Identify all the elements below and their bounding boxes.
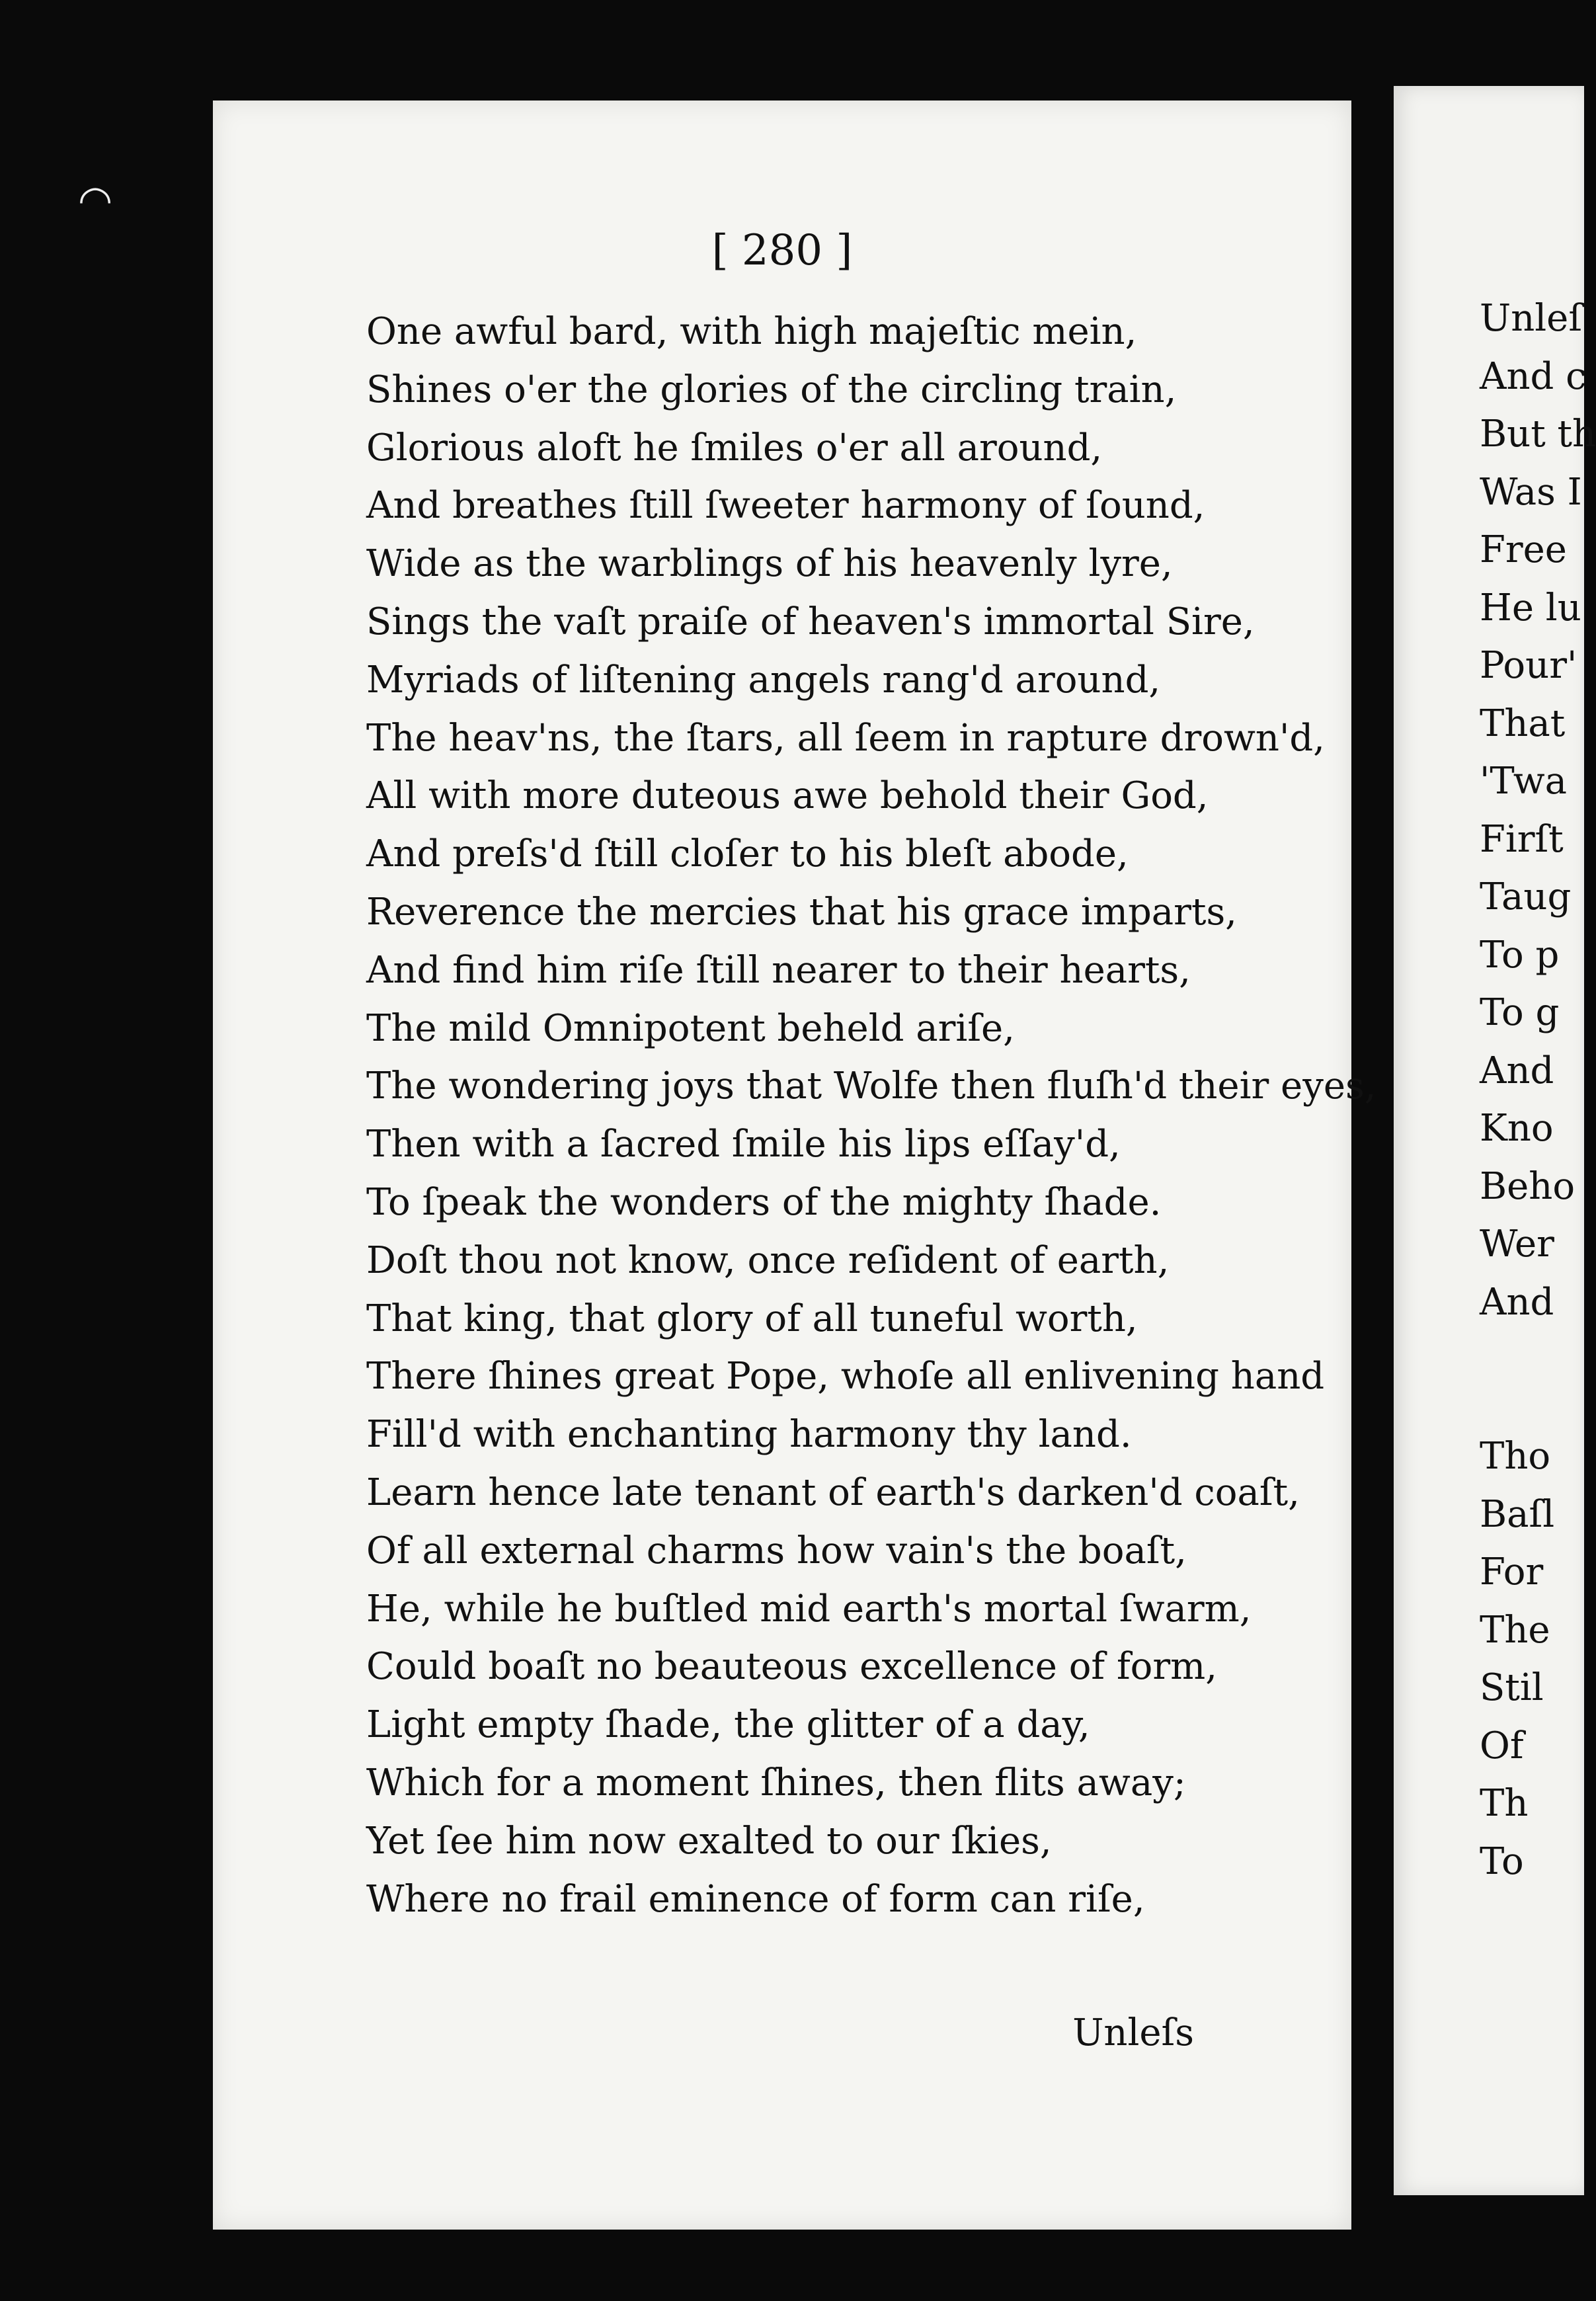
poem-line: Reverence the mercies that his grace imparts, bbox=[366, 890, 1237, 934]
poem-line: Which for a moment ſhines, then flits away; bbox=[366, 1761, 1186, 1804]
poem-line: Shines o'er the glories of the circling train, bbox=[366, 368, 1177, 411]
right-page-line: Kno bbox=[1480, 1107, 1554, 1150]
catchword: Unleſs bbox=[1072, 2011, 1194, 2054]
right-page-line: Baſl bbox=[1480, 1492, 1555, 1536]
page-number: [ 280 ] bbox=[711, 226, 853, 275]
stanza-gap bbox=[1480, 1331, 1596, 1428]
poem-line: And breathes ſtill ſweeter harmony of ſound, bbox=[366, 484, 1205, 528]
right-page-line: And bbox=[1480, 1049, 1554, 1092]
poem-line: Light empty ſhade, the glitter of a day, bbox=[366, 1703, 1090, 1747]
poem-line: He, while he buſtled mid earth's mortal ſwarm, bbox=[366, 1587, 1252, 1631]
right-page-line: Was I bbox=[1480, 470, 1582, 514]
right-page-line: The bbox=[1480, 1608, 1550, 1652]
poem-line: Yet ſee him now exalted to our ſkies, bbox=[366, 1819, 1052, 1863]
poem-line: To ſpeak the wonders of the mighty ſhade. bbox=[366, 1180, 1162, 1224]
right-page-line: Wer bbox=[1480, 1223, 1554, 1266]
poem-line: Wide as the warblings of his heavenly lyre, bbox=[366, 542, 1173, 586]
right-page bbox=[1394, 86, 1596, 2195]
right-page-line: And bbox=[1480, 1280, 1554, 1324]
right-page-line: Unleſ bbox=[1480, 297, 1583, 340]
margin-mark: ◠ bbox=[78, 177, 113, 223]
poem-line: And find him riſe ſtill nearer to their hearts, bbox=[366, 948, 1191, 992]
right-page-line: To g bbox=[1480, 991, 1560, 1034]
poem-line: Learn hence late tenant of earth's darken'd coaſt, bbox=[366, 1471, 1300, 1514]
right-page-text bbox=[1480, 290, 1596, 1890]
poem-line: Fill'd with enchanting harmony thy land. bbox=[366, 1413, 1132, 1457]
poem-line: And preſs'd ſtill cloſer to his bleſt abode, bbox=[366, 832, 1129, 876]
right-page-line: Th bbox=[1480, 1782, 1529, 1825]
right-page-line: Pour' bbox=[1480, 644, 1577, 687]
poem-line: Where no frail eminence of form can riſe, bbox=[366, 1877, 1145, 1921]
poem-line: The wondering joys that Wolfe then fluſh'd their eyes, bbox=[366, 1065, 1377, 1108]
right-page-line: Taug bbox=[1480, 875, 1572, 918]
poem-line: There ſhines great Pope, whoſe all enlivening hand bbox=[366, 1355, 1325, 1398]
right-page-line: He lu bbox=[1480, 586, 1581, 629]
right-page-line: 'Twa bbox=[1480, 760, 1568, 803]
poem-line: Myriads of liſtening angels rang'd around, bbox=[366, 658, 1161, 702]
right-page-line: For bbox=[1480, 1551, 1544, 1594]
poem-line: One awful bard, with high majeſtic mein, bbox=[366, 310, 1137, 353]
right-page-line: Of bbox=[1480, 1724, 1524, 1767]
poem-line: Then with a ſacred ſmile his lips eſſay'd, bbox=[366, 1123, 1121, 1166]
poem-line: Sings the vaſt praiſe of heaven's immortal Sire, bbox=[366, 600, 1255, 643]
poem-line: All with more duteous awe behold their God, bbox=[366, 774, 1209, 818]
right-page-line: Free bbox=[1480, 528, 1567, 571]
right-page-line: Beho bbox=[1480, 1164, 1576, 1208]
right-page-line: That bbox=[1480, 702, 1566, 745]
poem-text bbox=[366, 303, 1377, 1928]
poem-line: Glorious aloft he ſmiles o'er all around, bbox=[366, 426, 1103, 469]
right-page-line: Tho bbox=[1480, 1435, 1551, 1478]
poem-line: Of all external charms how vain's the boaſt, bbox=[366, 1529, 1187, 1572]
right-page-line: Stil bbox=[1480, 1666, 1544, 1709]
poem-line: Doſt thou not know, once reſident of earth, bbox=[366, 1238, 1170, 1282]
right-page-line: Firſt bbox=[1480, 817, 1564, 861]
poem-line: The mild Omnipotent beheld ariſe, bbox=[366, 1006, 1015, 1050]
right-page-line: And c bbox=[1480, 354, 1587, 398]
poem-line: The heav'ns, the ſtars, all ſeem in rapture drown'd, bbox=[366, 716, 1325, 760]
poem-line: That king, that glory of all tuneful worth, bbox=[366, 1297, 1138, 1340]
right-page-line: But th bbox=[1480, 413, 1596, 456]
poem-line: Could boaſt no beauteous excellence of form, bbox=[366, 1645, 1218, 1689]
right-page-line: To p bbox=[1480, 933, 1560, 977]
left-page bbox=[213, 101, 1377, 2230]
right-page-line: To bbox=[1480, 1839, 1524, 1883]
